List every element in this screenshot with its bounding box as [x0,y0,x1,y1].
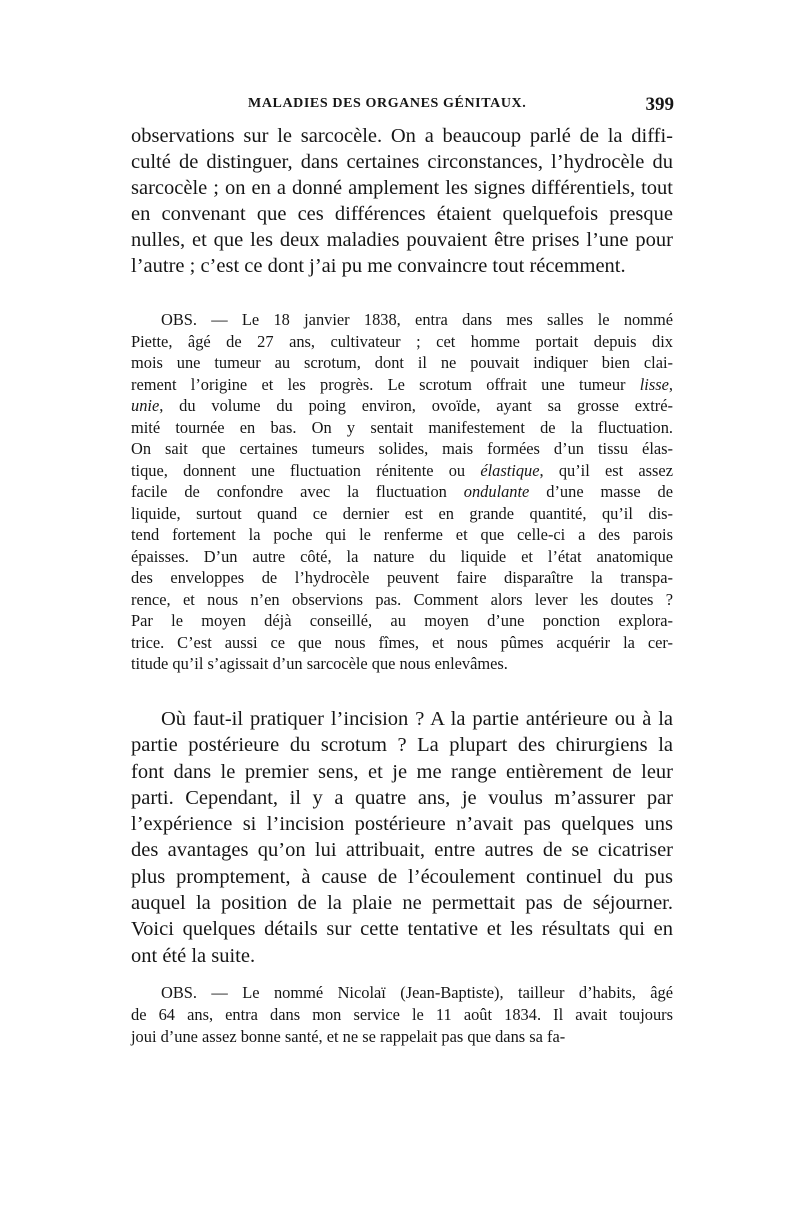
running-head [130,96,674,120]
paragraph-sarcocele-diagnosis [131,123,673,280]
text-line: de 64 ans, entra dans mon service le 11 août 1834. Il avait toujours [131,1005,673,1024]
text-run: mois une tumeur au scrotum, dont il ne pouvait indiquer bien clai- [131,353,673,372]
text-line [131,632,673,654]
text-line [131,460,673,482]
text-line [131,567,673,589]
text-run: trice. C’est aussi ce que nous fîmes, et nous pûmes acquérir la cer- [131,632,673,652]
text-run: des enveloppes de l’hydrocèle peuvent faire disparaître la transpa- [131,568,673,587]
text-line: font dans le premier sens, et je me range entièrement de leur [131,760,673,783]
text-line: l’autre ; c’est ce dont j’ai pu me convaincre tout récemment. [131,255,626,278]
text-run: titude qu’il s’agissait d’un sarcocèle que nous enlevâmes. [131,654,508,673]
text-line: joui d’une assez bonne santé, et ne se rappelait pas que dans sa fa- [131,1027,566,1046]
text-line: en convenant que ces différences étaient quelquefois presque [131,203,673,226]
text-line: parti. Cependant, il y a quatre ans, je voulus m’assurer par [131,786,673,809]
text-line: OBS. — Le nommé Nicolaï (Jean-Baptiste), tailleur d’habits, âgé [161,983,673,1002]
emphasized-term: unie [131,396,160,415]
page-number: 399 [645,94,674,115]
emphasized-term: élastique [480,460,540,480]
text-run: épaisses. D’un autre côté, la nature du liquide et l’état anatomique [131,546,673,566]
emphasized-term: lisse [639,374,669,394]
text-line: Où faut-il pratiquer l’incision ? A la partie antérieure ou à la [161,708,673,730]
text-line [131,309,673,331]
text-line [131,352,673,374]
text-line [131,653,673,675]
text-line: l’expérience si l’incision postérieure n’avait pas quelques uns [131,813,673,836]
text-line [131,481,673,503]
text-line [131,546,673,568]
text-run: , [668,374,673,394]
text-line [131,331,673,353]
text-line: des avantages qu’on lui attribuait, entre autres de se cicatriser [131,839,673,862]
text-line [131,395,673,417]
text-run: OBS. — Le 18 janvier 1838, entra dans mes salles le nommé [161,310,673,329]
text-line: plus promptement, à cause de l’écoulement continuel du pus [131,865,673,888]
text-line [131,417,673,439]
text-line [131,589,673,611]
text-line [131,524,673,546]
text-run: , qu’il est assez [539,460,673,480]
observation-nicolai [131,982,673,1048]
text-run: Piette, âgé de 27 ans, cultivateur ; cet homme portait depuis dix [131,331,673,351]
observation-piette [131,309,673,675]
text-line: sarcocèle ; on en a donné amplement les signes différentiels, tout [131,177,673,200]
text-run: rement l’origine et les progrès. Le scrotum offrait une tumeur [131,374,640,394]
text-line: Voici quelques détails sur cette tentative et les résultats qui en [131,918,673,941]
text-line: nulles, et que les deux maladies pouvaient être prises l’une pour [131,229,673,252]
text-line [131,610,673,632]
text-run: tend fortement la poche qui le renferme et que celle-ci a des parois [131,525,673,544]
text-run: d’une masse de [529,482,673,501]
text-run: liquide, surtout quand ce dernier est en grande quantité, qu’il dis- [131,503,673,523]
text-line [131,438,673,460]
text-line [131,503,673,525]
text-run: On sait que certaines tumeurs solides, mais formées d’un tissu élas- [131,439,673,458]
text-run: Par le moyen déjà conseillé, au moyen d’une ponction explora- [131,611,673,630]
running-title: MALADIES DES ORGANES GÉNITAUX. [248,96,527,111]
text-run: rence, et nous n’en observions pas. Comment alors lever les doutes ? [131,589,673,609]
text-run: facile de confondre avec la fluctuation [131,482,464,501]
text-line: observations sur le sarcocèle. On a beaucoup parlé de la diffi- [131,125,673,147]
text-run: mité tournée en bas. On y sentait manifestement de la fluctuation. [131,417,673,437]
text-line [131,374,673,396]
text-line: culté de distinguer, dans certaines circonstances, l’hydrocèle du [131,151,673,174]
emphasized-term: ondulante [463,482,530,501]
text-line: ont été la suite. [131,944,256,967]
text-line: auquel la position de la plaie ne permettait pas de séjourner. [131,892,673,915]
text-run: , du volume du poing environ, ovoïde, ayant sa grosse extré- [159,396,673,415]
text-line: partie postérieure du scrotum ? La plupart des chirurgiens la [131,734,673,757]
paragraph-incision-site [131,706,673,969]
text-run: tique, donnent une fluctuation rénitente ou [131,460,481,480]
